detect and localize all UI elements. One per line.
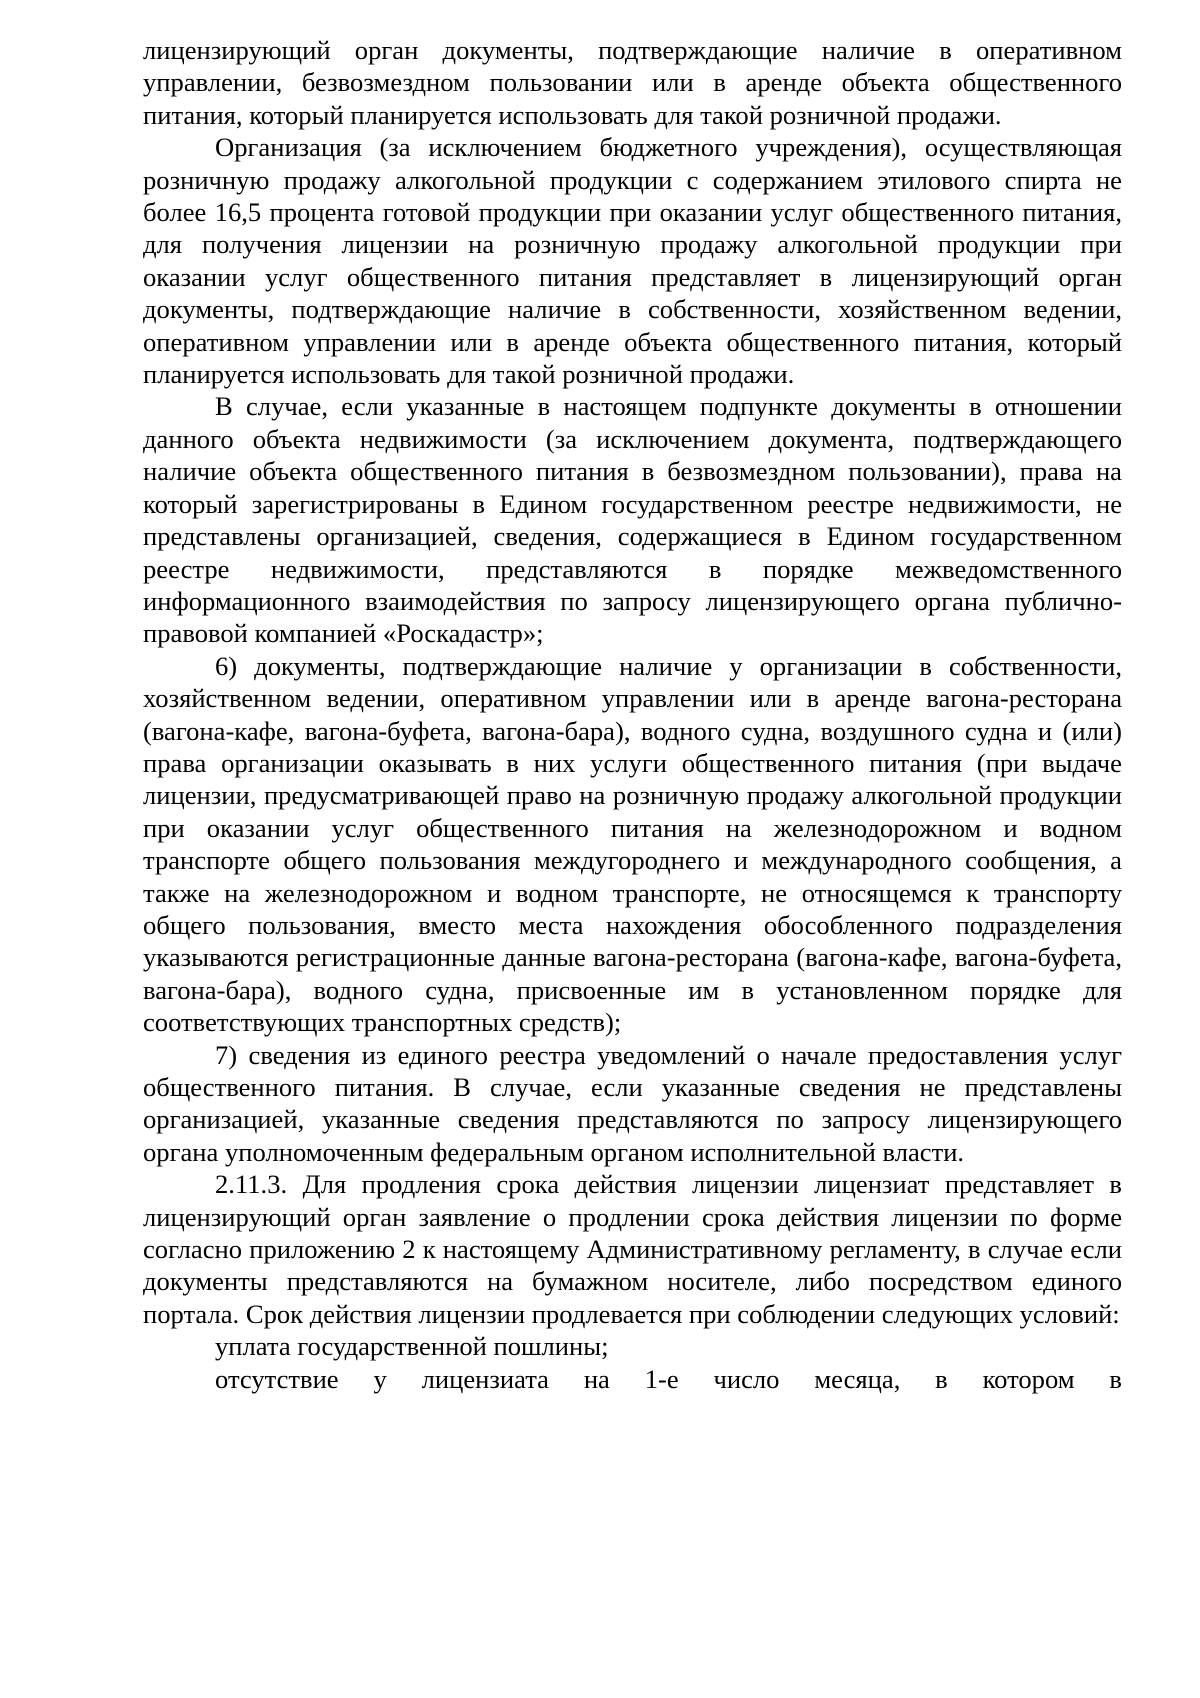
paragraph-condition-absence: отсутствие у лицензиата на 1-е число месяца, в котором в <box>215 1363 1122 1394</box>
paragraph-item-6: 6) документы, подтверждающие наличие у организации в собственности, хозяйственном ведении, оперативном управлении или в аренде вагона-ресторана (вагона-кафе, вагона-буфета, вагона-бара), водного судна, воздушного судна и (или) права организации оказывать в них услуги общественного питания (при выдаче лицензии, предусматривающей право на розничную продажу алкогольной продукции при оказании услуг общественного питания на железнодорожном и водном транспорте общего пользования междугороднего и международного сообщения, а также на железнодорожном и водном транспорте, не относящемся к транспорту общего пользования, вместо места нахождения обособленного подразделения указываются регистрационные данные вагона-ресторана (вагона-кафе, вагона-буфета, вагона-бара), водного судна, присвоенные им в установленном порядке для соответствующих транспортных средств); <box>143 650 1122 1038</box>
paragraph-rosreestr-info: В случае, если указанные в настоящем подпункте документы в отношении данного объекта недвижимости (за исключением документа, подтверждающего наличие объекта общественного питания в безвозмездном пользовании), права на который зарегистрированы в Едином государственном реестре недвижимости, не представлены организацией, сведения, содержащиеся в Едином государственном реестре недвижимости, представляются в порядке межведомственного информационного взаимодействия по запросу лицензирующего органа публично-правовой компанией «Роскадастр»; <box>143 391 1122 649</box>
paragraph-2-11-3: 2.11.3. Для продления срока действия лицензии лицензиат представляет в лицензирующий орган заявление о продлении срока действия лицензии по форме согласно приложению 2 к настоящему Административному регламенту, в случае если документы представляются на бумажном носителе, либо посредством единого портала. Срок действия лицензии продлевается при соблюдении следующих условий: <box>143 1169 1122 1329</box>
document-page <box>143 34 1122 1395</box>
paragraph-continuation: лицензирующий орган документы, подтверждающие наличие в оперативном управлении, безвозмездном пользовании или в аренде объекта общественного питания, который планируется использовать для такой розничной продажи. <box>143 35 1122 130</box>
paragraph-item-7: 7) сведения из единого реестра уведомлений о начале предоставления услуг общественного питания. В случае, если указанные сведения не представлены организацией, указанные сведения представляются по запросу лицензирующего органа уполномоченным федеральным органом исполнительной власти. <box>143 1039 1122 1167</box>
paragraph-organization-requirements: Организация (за исключением бюджетного учреждения), осуществляющая розничную продажу алкогольной продукции с содержанием этилового спирта не более 16,5 процента готовой продукции при оказании услуг общественного питания, для получения лицензии на розничную продажу алкогольной продукции при оказании услуг общественного питания представляет в лицензирующий орган документы, подтверждающие наличие в собственности, хозяйственном ведении, оперативном управлении или в аренде объекта общественного питания, который планируется использовать для такой розничной продажи. <box>143 132 1122 390</box>
paragraph-condition-fee: уплата государственной пошлины; <box>215 1331 609 1362</box>
